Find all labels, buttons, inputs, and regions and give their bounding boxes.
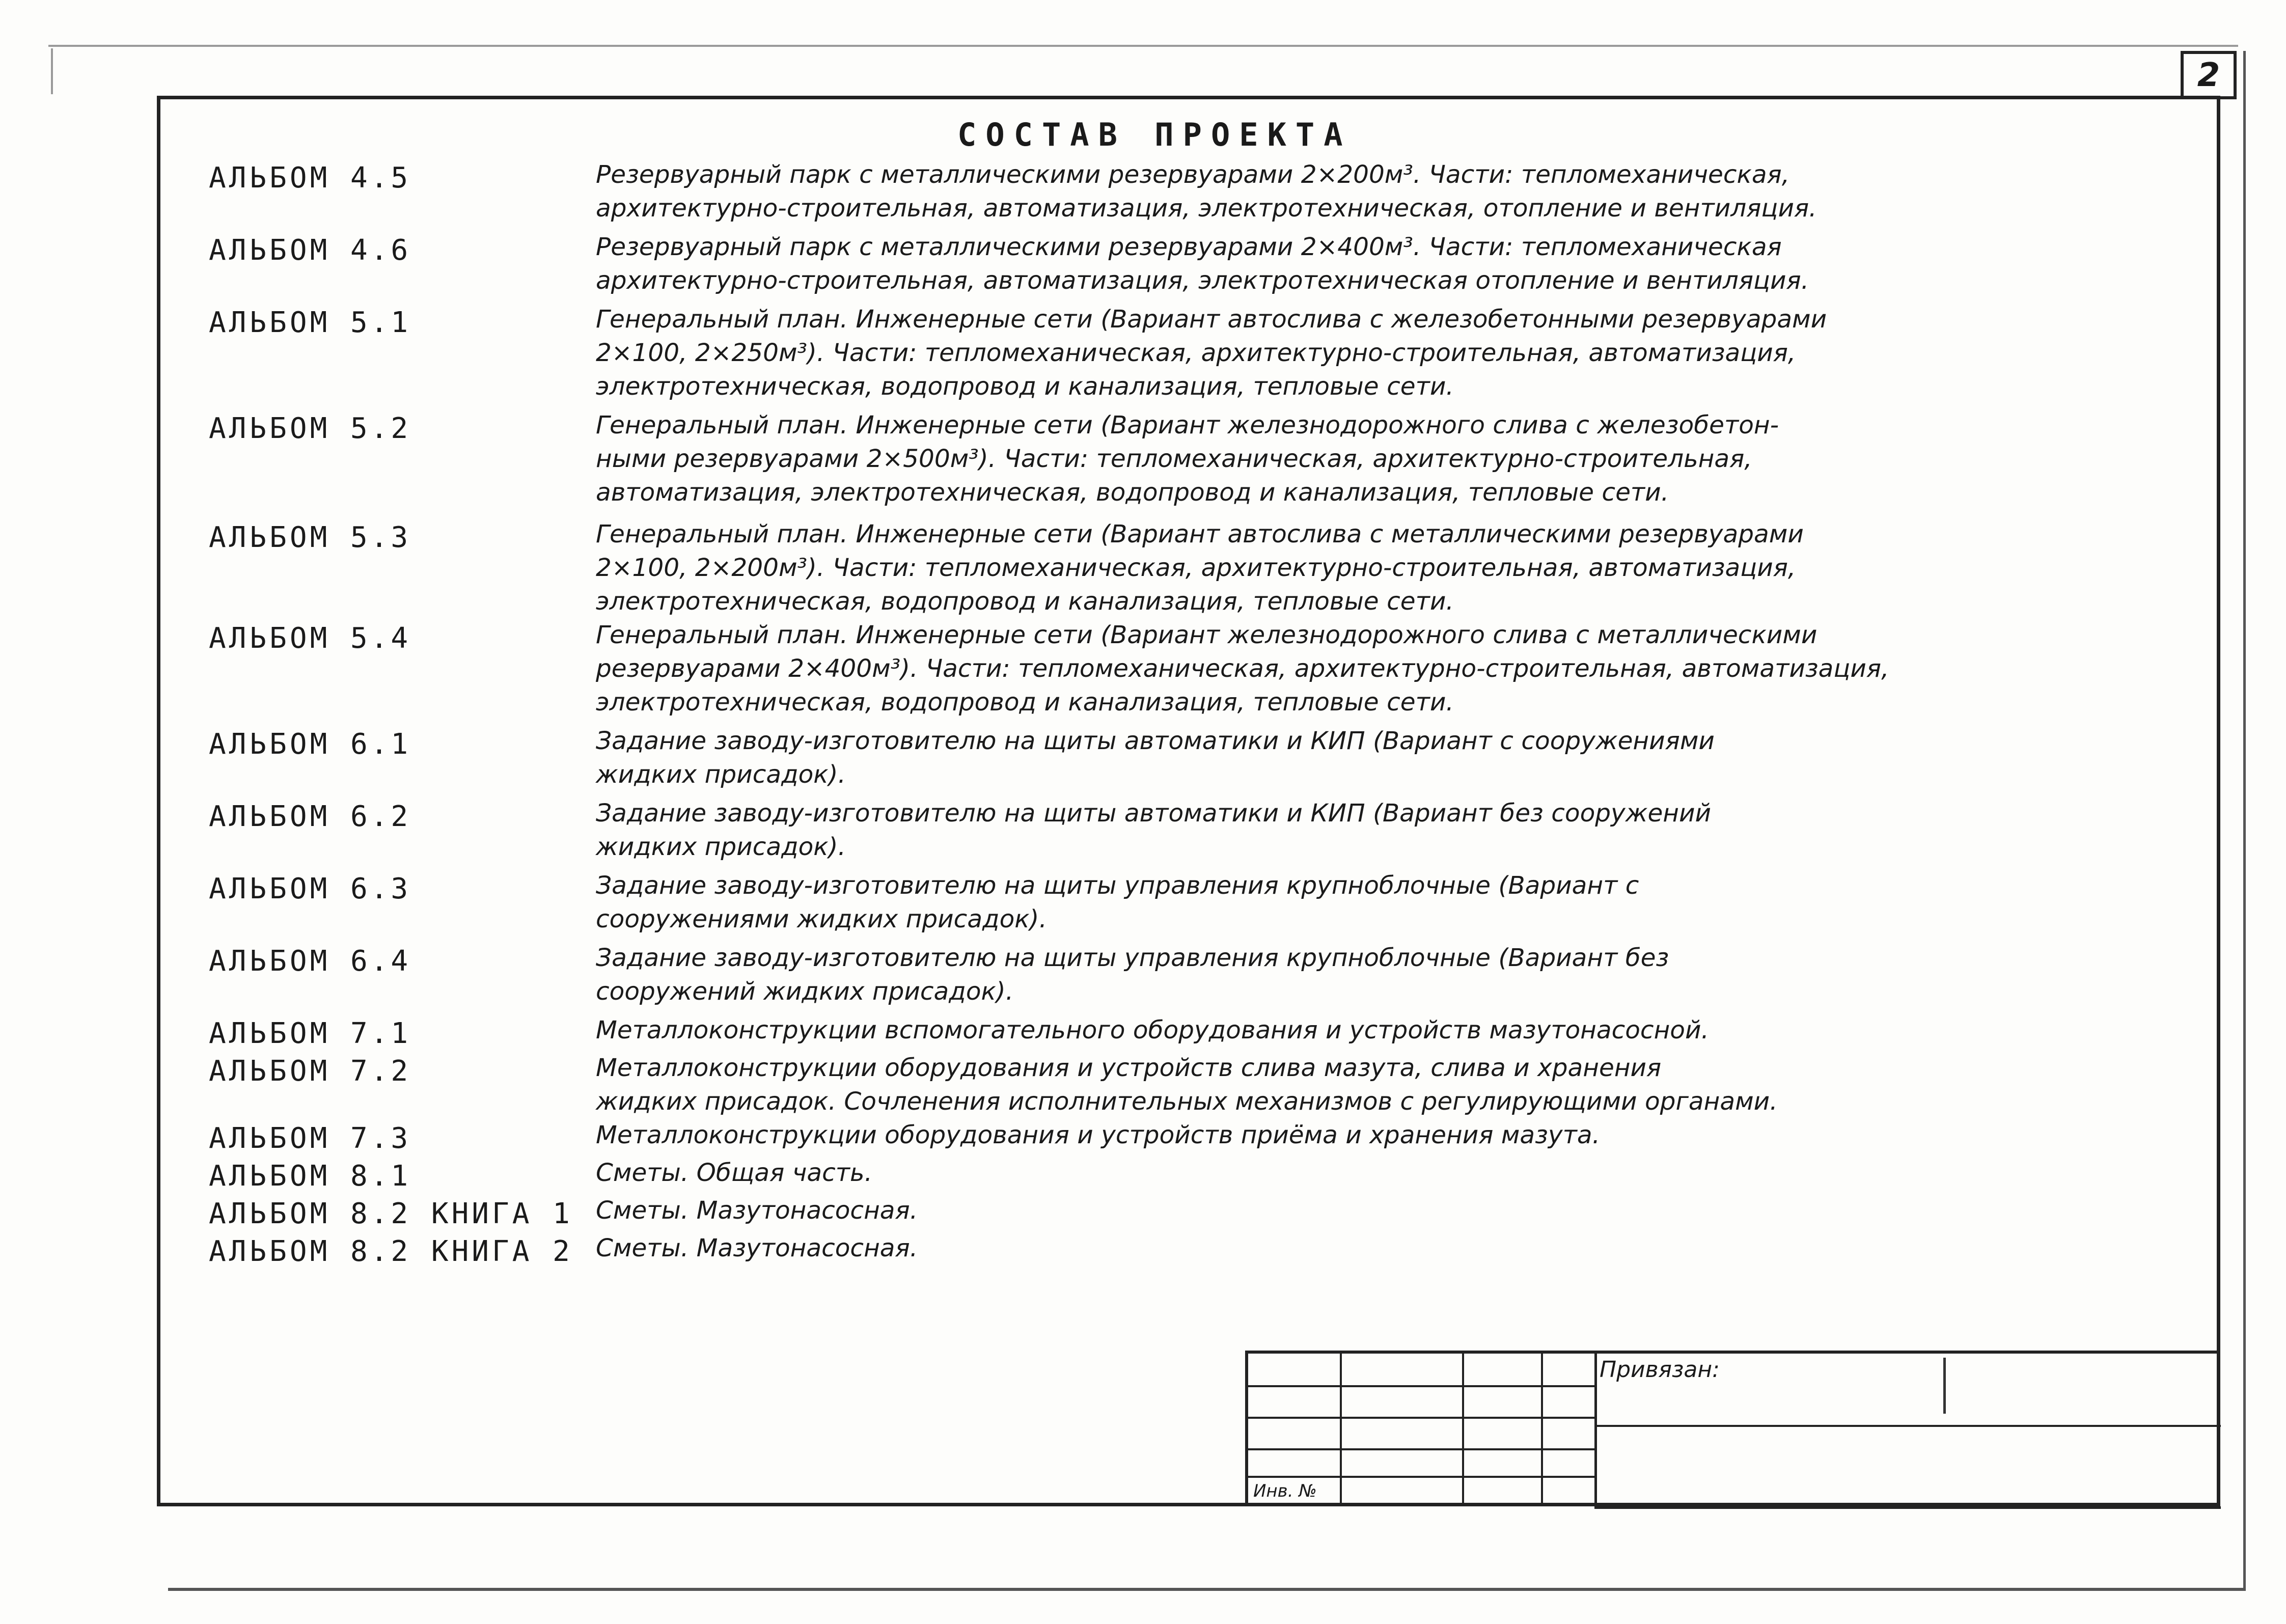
- stamp-divider: [1594, 1425, 2221, 1427]
- album-description: Резервуарный парк с металлическими резервуарами 2×400м³. Части: тепломеханическая архитектурно-строительная, автоматизация, электротехническая отопление и вентиляция.: [596, 233, 1809, 295]
- album-description: Генеральный план. Инженерные сети (Вариант железнодорожного слива с металлическими резервуарами 2×400м³). Части: тепломеханическая, архитектурно-строительная, автоматизация, электротехническая, водопровод и канализация, тепловые сети.: [596, 621, 1889, 717]
- stamp-divider: [1594, 1506, 2221, 1509]
- album-label: АЛЬБОМ 5.3: [209, 521, 411, 554]
- outer-edge-bottom: [168, 1588, 2246, 1591]
- list-item: [209, 724, 2185, 791]
- album-label: АЛЬБОМ 6.1: [209, 728, 411, 761]
- album-description: Генеральный план. Инженерные сети (Вариант автослива с металлическими резервуарами 2×100, 2×200м³). Части: тепломеханическая, архитектурно-строительная, автоматизация, электротехническая, водопровод и канализация, тепловые сети.: [596, 520, 1804, 616]
- inventory-label: Инв. №: [1253, 1481, 1317, 1501]
- album-label: АЛЬБОМ 6.2: [209, 800, 411, 833]
- list-item: [209, 1231, 2185, 1269]
- album-description: Металлоконструкции оборудования и устройств слива мазута, слива и хранения жидких присадок. Сочленения исполнительных механизмов с регулирующими органами.: [596, 1054, 1778, 1116]
- list-item: [209, 1118, 2185, 1156]
- album-description: Задание заводу-изготовителю на щиты автоматики и КИП (Вариант с сооружениями жидких присадок).: [596, 727, 1715, 789]
- album-description: Сметы. Общая часть.: [596, 1159, 873, 1187]
- stamp-grid-line: [1248, 1448, 1594, 1450]
- album-description: Генеральный план. Инженерные сети (Вариант железнодорожного слива с железобетон- ными резервуарами 2×500м³). Части: тепломеханическая, архитектурно-строительная, автоматизация, электротехническая, водопровод и канализация, тепловые сети.: [596, 411, 1779, 507]
- list-item: [209, 408, 2185, 509]
- album-description: Металлоконструкции вспомогательного оборудования и устройств мазутонасосной.: [596, 1016, 1709, 1044]
- page-title: СОСТАВ ПРОЕКТА: [957, 116, 1352, 153]
- album-description: Задание заводу-изготовителю на щиты автоматики и КИП (Вариант без сооружений жидких присадок).: [596, 799, 1712, 861]
- album-label: АЛЬБОМ 7.1: [209, 1017, 411, 1050]
- sheet-number: 2: [2197, 56, 2220, 94]
- outer-edge-right: [2243, 51, 2246, 1589]
- list-item: [209, 796, 2185, 864]
- album-description: Задание заводу-изготовителю на щиты управления крупноблочные (Вариант без сооружений жидких присадок).: [596, 944, 1669, 1006]
- outer-edge-top: [48, 45, 2238, 47]
- album-label: АЛЬБОМ 8.2 КНИГА 2: [209, 1235, 573, 1268]
- album-label: АЛЬБОМ 6.4: [209, 945, 411, 978]
- album-description: Металлоконструкции оборудования и устройств приёма и хранения мазута.: [596, 1121, 1600, 1149]
- album-description: Резервуарный парк с металлическими резервуарами 2×200м³. Части: тепломеханическая, архитектурно-строительная, автоматизация, электротехническая, отопление и вентиляция.: [596, 160, 1817, 223]
- stamp-grid-line: [1248, 1385, 1594, 1387]
- stamp-grid-line: [1248, 1476, 1594, 1478]
- album-label: АЛЬБОМ 5.1: [209, 306, 411, 339]
- stamp-grid-line: [1248, 1417, 1594, 1419]
- album-label: АЛЬБОМ 4.5: [209, 161, 411, 195]
- album-label: АЛЬБОМ 8.1: [209, 1160, 411, 1193]
- list-item: [209, 1051, 2185, 1118]
- album-label: АЛЬБОМ 6.3: [209, 872, 411, 905]
- album-description: Задание заводу-изготовителю на щиты управления крупноблочные (Вариант с сооружениями жидких присадок).: [596, 871, 1639, 933]
- title-block-stamp: [1245, 1351, 2220, 1506]
- list-item: [209, 517, 2185, 618]
- stamp-grid-line: [1462, 1354, 1464, 1506]
- album-label: АЛЬБОМ 7.2: [209, 1055, 411, 1088]
- list-item: [209, 1194, 2185, 1231]
- list-item: [209, 158, 2185, 225]
- list-item: [209, 230, 2185, 297]
- album-description: Генеральный план. Инженерные сети (Вариант автослива с железобетонными резервуарами 2×100, 2×250м³). Части: тепломеханическая, архитектурно-строительная, автоматизация, электротехническая, водопровод и канализация, тепловые сети.: [596, 305, 1827, 401]
- stamp-divider: [1943, 1358, 1946, 1414]
- album-label: АЛЬБОМ 7.3: [209, 1122, 411, 1155]
- album-label: АЛЬБОМ 4.6: [209, 234, 411, 267]
- stamp-divider: [1594, 1354, 1597, 1506]
- album-label: АЛЬБОМ 5.4: [209, 622, 411, 655]
- list-item: [209, 941, 2185, 1008]
- album-description: Сметы. Мазутонасосная.: [596, 1234, 918, 1262]
- list-item: [209, 302, 2185, 403]
- list-item: [209, 618, 2185, 719]
- album-label: АЛЬБОМ 5.2: [209, 412, 411, 445]
- outer-edge-left: [51, 48, 53, 94]
- list-item: [209, 869, 2185, 936]
- stamp-grid-line: [1340, 1354, 1342, 1506]
- sheet-number-box: [2181, 51, 2237, 99]
- album-description: Сметы. Мазутонасосная.: [596, 1196, 918, 1225]
- album-label: АЛЬБОМ 8.2 КНИГА 1: [209, 1197, 573, 1230]
- attached-label: Привязан:: [1600, 1357, 1720, 1383]
- contents-list: [209, 158, 2185, 1269]
- stamp-grid-line: [1541, 1354, 1543, 1506]
- list-item: [209, 1156, 2185, 1194]
- list-item: [209, 1013, 2185, 1051]
